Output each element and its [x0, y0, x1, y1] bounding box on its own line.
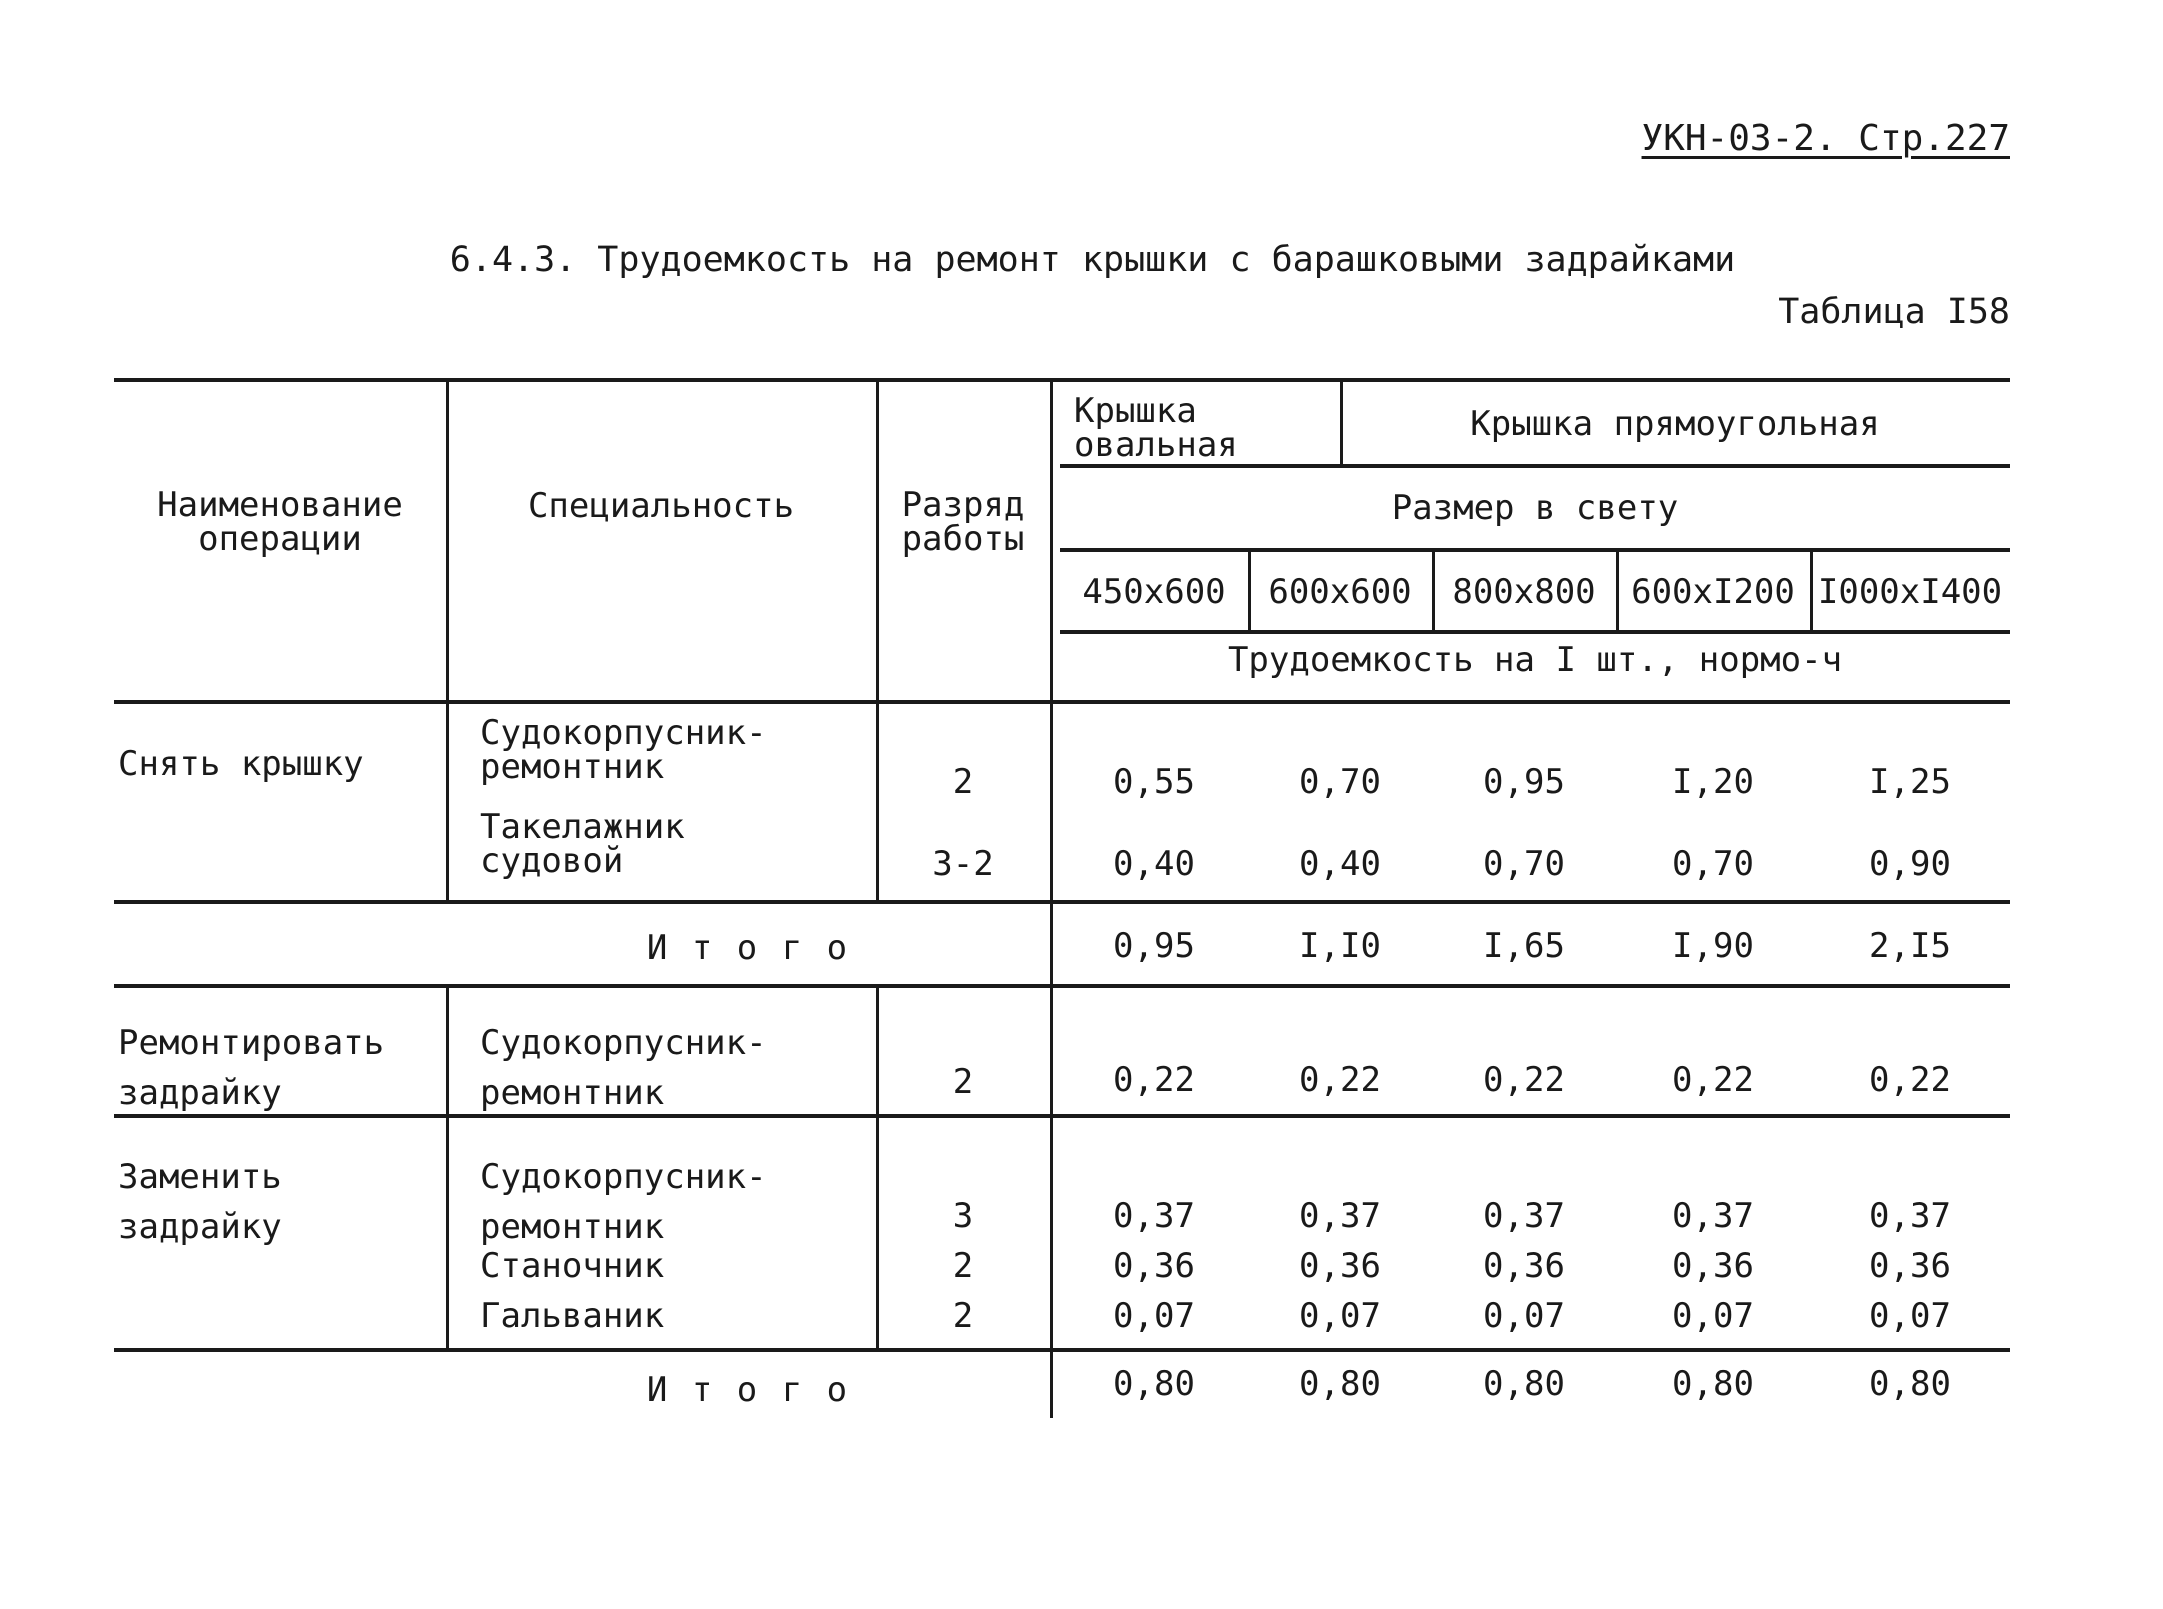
- specialty-cell: Станочник: [480, 1246, 665, 1286]
- value-cell: 0,95: [1483, 762, 1565, 802]
- vline-specialty-2: [876, 984, 879, 1350]
- header-grade: Разряд работы: [901, 485, 1025, 559]
- specialty-cell: Такелажник судовой: [480, 807, 685, 881]
- header-size-cell: 450х600: [1082, 572, 1226, 612]
- value-cell: 0,22: [1299, 1060, 1381, 1100]
- value-cell: 0,90: [1869, 844, 1951, 884]
- grade-cell: 3: [952, 1196, 974, 1236]
- total-value: 0,80: [1869, 1364, 1951, 1404]
- total-label: И т о г о: [646, 928, 850, 968]
- value-cell: 0,36: [1869, 1246, 1951, 1286]
- value-cell: 0,36: [1672, 1246, 1754, 1286]
- grade-cell: 2: [952, 762, 974, 802]
- value-cell: I,25: [1869, 762, 1951, 802]
- rule-header-bottom: [114, 700, 2010, 704]
- value-cell: 0,37: [1299, 1196, 1381, 1236]
- value-cell: 0,37: [1869, 1196, 1951, 1236]
- header-oval-lid: Крышка овальная: [1074, 391, 1238, 465]
- rule-section2-bottom: [114, 1114, 2010, 1118]
- operation-name: Заменить задрайку: [118, 1157, 282, 1247]
- value-cell: 0,22: [1113, 1060, 1195, 1100]
- specialty-cell: Судокорпусник- ремонтник: [480, 1157, 767, 1247]
- vline-grade: [1050, 378, 1053, 1418]
- vline-operation: [446, 378, 449, 902]
- value-cell: 0,37: [1483, 1196, 1565, 1236]
- value-cell: 0,22: [1672, 1060, 1754, 1100]
- total-value: I,90: [1672, 926, 1754, 966]
- total-value: I,65: [1483, 926, 1565, 966]
- header-size-cell: 600х600: [1268, 572, 1412, 612]
- specialty-cell: Гальваник: [480, 1296, 665, 1336]
- grade-cell: 2: [952, 1296, 974, 1336]
- operation-name: Ремонтировать задрайку: [118, 1023, 385, 1113]
- grade-cell: 2: [952, 1062, 974, 1102]
- value-cell: 0,37: [1113, 1196, 1195, 1236]
- rule-sizes: [1060, 630, 2010, 634]
- specialty-cell: Судокорпусник- ремонтник: [480, 713, 767, 787]
- value-cell: 0,36: [1299, 1246, 1381, 1286]
- value-cell: 0,40: [1299, 844, 1381, 884]
- header-operation: Наименование операции: [157, 485, 403, 559]
- value-cell: 0,36: [1483, 1246, 1565, 1286]
- value-cell: 0,70: [1299, 762, 1381, 802]
- value-cell: 0,22: [1483, 1060, 1565, 1100]
- header-size-cell: 800х800: [1452, 572, 1596, 612]
- rule-section3-bottom: [114, 1348, 2010, 1352]
- value-cell: I,20: [1672, 762, 1754, 802]
- specialty-cell: Судокорпусник- ремонтник: [480, 1023, 767, 1113]
- value-cell: 0,55: [1113, 762, 1195, 802]
- total-value: 0,80: [1299, 1364, 1381, 1404]
- vline-specialty: [876, 378, 879, 902]
- value-cell: 0,70: [1672, 844, 1754, 884]
- value-cell: 0,07: [1672, 1296, 1754, 1336]
- value-cell: 0,36: [1113, 1246, 1195, 1286]
- rule-top: [114, 378, 2010, 382]
- vline-operation-2: [446, 984, 449, 1350]
- value-cell: 0,07: [1299, 1296, 1381, 1336]
- header-size-cell: I000хI400: [1817, 572, 2003, 612]
- rule-total1-bottom: [114, 984, 2010, 988]
- value-cell: 0,37: [1672, 1196, 1754, 1236]
- total-value: 2,I5: [1869, 926, 1951, 966]
- page-header: УКН-03-2. Стр.227: [1641, 118, 2010, 159]
- section-title: 6.4.3. Трудоемкость на ремонт крышки с барашковыми задрайками: [449, 240, 1736, 280]
- rule-section1-bottom: [114, 900, 2010, 904]
- grade-cell: 2: [952, 1246, 974, 1286]
- value-cell: 0,40: [1113, 844, 1195, 884]
- header-specialty: Специальность: [527, 486, 795, 526]
- operation-name: Снять крышку: [118, 744, 364, 784]
- table-number: Таблица I58: [1778, 292, 2010, 332]
- total-value: 0,80: [1483, 1364, 1565, 1404]
- value-cell: 0,07: [1483, 1296, 1565, 1336]
- header-clear-size: Размер в свету: [1391, 488, 1679, 528]
- value-cell: 0,07: [1869, 1296, 1951, 1336]
- value-cell: 0,70: [1483, 844, 1565, 884]
- header-rectangular-lid: Крышка прямоугольная: [1470, 404, 1880, 444]
- rule-size: [1060, 548, 2010, 552]
- header-size-cell: 600хI200: [1631, 572, 1795, 612]
- value-cell: 0,22: [1869, 1060, 1951, 1100]
- header-unit: Трудоемкость на I шт., нормо-ч: [1227, 640, 1843, 680]
- value-cell: 0,07: [1113, 1296, 1195, 1336]
- total-value: 0,95: [1113, 926, 1195, 966]
- labor-table: [114, 378, 2010, 1418]
- total-value: 0,80: [1672, 1364, 1754, 1404]
- total-value: I,I0: [1299, 926, 1381, 966]
- total-value: 0,80: [1113, 1364, 1195, 1404]
- grade-cell: 3-2: [932, 844, 994, 884]
- total-label: И т о г о: [646, 1370, 850, 1410]
